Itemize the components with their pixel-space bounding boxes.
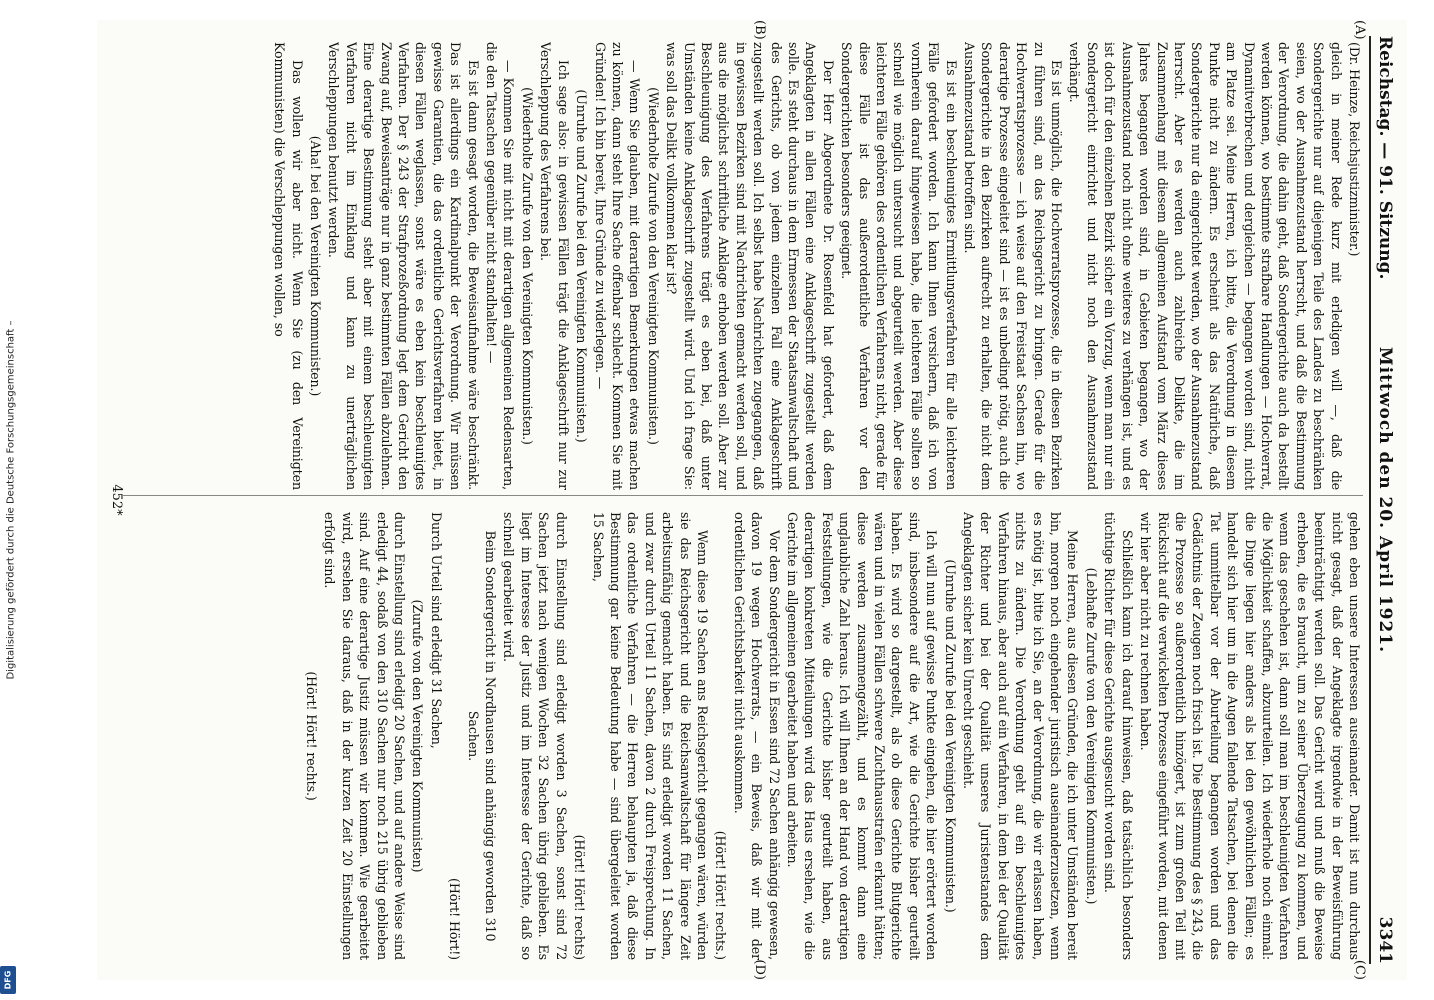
interjection: (Wiederholte Zurufe von den Vereinigten Kommunisten.) bbox=[519, 87, 535, 445]
paragraph: Wenn diese 19 Sachen ans Reichsgericht gegangen wären, würden sie das Reichsgericht und die Reichsanwaltschaft für längere Zeit arbeitsunfähig gemacht haben. Es sind erledigt worden 11 Sachen, und zwar durch Urteil 11 Sachen, davon 2 durch Freisprechung. In das ordentliche Verfahren — die Herren behaupten ja, daß diese Bestimmung gar keine Bedeutung habe — sind übergeleitet worden 15 Sachen, bbox=[590, 512, 710, 960]
paragraph: durch Einstellung sind erledigt worden 3 Sachen, sonst sind 72 Sachen jetzt nach wenigen Wochen 32 Sachen übrig geblieben. Es liegt im Interesse der Justiz und im Interesse der Gerichte, daß so schnell gearbeitet wird. bbox=[501, 512, 569, 960]
interjection: (Aha! bei den Vereinigten Kommunisten.) bbox=[308, 135, 324, 397]
right-column bbox=[123, 512, 1363, 960]
paragraph: Es ist unmöglich, die Hochverratsprozesse, die in diesen Bezirken zu führen sind, an das Reichsgericht zu bringen. Gerade für die Hochverratsprozesse — ich weise auf den Freistaat Sachsen hin, wo derartige Prozesse eingeleitet sind — ist es unbedingt nötig, auch die Sondergerichte in den Bezirken aufrecht zu erhalten, die nicht dem Ausnahmezustand betroffen sind. bbox=[962, 42, 1065, 490]
interjection: (Hört! Hört! rechts) bbox=[572, 834, 588, 960]
running-header bbox=[1369, 36, 1401, 964]
margin-mark-c: (C) bbox=[1352, 959, 1367, 980]
interjection: (Zurufe von den Vereinigten Kommunisten) bbox=[410, 599, 426, 873]
paragraph: Vor dem Sondergericht in Essen sind 72 Sachen anhängig gewesen, davon 19 wegen Hochverrats, — ein Beweis, daß wir mit der ordentlichen Gerichtsbarkeit nicht auskommen. bbox=[731, 512, 782, 960]
paragraph: Der Herr Abgeordnete Dr. Rosenfeld hat gefordert, daß dem Angeklagten in allen Fällen eine Anklageschrift zugestellt werden solle. Es steht durchaus in dem Ermessen der Staatsanwaltschaft und des Gerichts, ob von jedem einzelnen Fall eine Anklageschrift zugestellt werden soll. Ich selbst habe Nachrichten zugegangen, daß in gewissen Bezirken sind mit Nachrichten gemacht werden soll, und aus die möglichst schriftliche Anklage erhoben werden soll. Aber zur Beschleunigung des Verfahrens trägt es eben bei, daß unter Umständen keine Anklageschrift zugestellt wird. Und ich frage Sie: was soll das Delikt vollkommen klar ist? bbox=[664, 42, 836, 490]
interjection: (Unruhe und Zurufe bei den Vereinigten Kommunisten.) bbox=[942, 559, 958, 913]
paragraph: gleich in meiner Rede kurz mit erledigen will —, daß die Sondergerichte nur auf diejenigen Teile des Landes zu beschränken seien, wo der Ausnahmezustand herrscht, und daß die Bestimmung der Verordnung, die dahin geht, daß Sondergerichte auch da bestellt werden können, wo bestimmte strafbare Handlungen — Hochverrat, Dynamitverbrechen und dergleichen — begangen worden sind, nicht am Platze sei. Meine Herren, ich bitte, die Verordnung in diesem Punkte nicht zu ändern. Es erscheint als das Natürliche, daß Sondergerichte nur da eingerichtet werden, wo der Ausnahmezustand herrscht. Aber es werden auch zahlreiche Delikte, die im Zusammenhang mit diesem allgemeinen Aufstand vom März dieses Jahres begangen worden sind, in Gebieten begangen, wo der Ausnahmezustand noch nicht ohne weiteres zu verhängen ist, und es ist doch für den einzelnen Bezirk sicher ein Vorzug, wenn man nur ein Sondergericht einrichtet und nicht noch den Ausnahmezustand verhängt. bbox=[1067, 42, 1344, 490]
dfg-logo-icon bbox=[0, 966, 16, 994]
paragraph: Meine Herren, aus diesen Gründen, die ich unter Umständen bereit bin, morgen noch eingehender juristisch auseinanderzusetzen, wenn es nötig ist, bitte ich Sie, an der Verordnung, die wir erlassen haben, nichts zu ändern. Die Verordnung geht auf ein beschleunigtes Verfahren hinaus, aber auch auf ein Verfahren, in dem bei der Qualität der Richter und bei der Qualität unseres Juristenstandes dem Angeklagten sicher kein Unrecht geschieht. bbox=[961, 512, 1081, 960]
margin-mark-b: (B) bbox=[752, 20, 767, 40]
paragraph: Durch Urteil sind erledigt 31 Sachen, bbox=[428, 512, 444, 749]
paragraph: durch Einstellung sind erledigt 20 Sachen, und auf andere Weise sind erledigt 44, sodaß von den 310 Sachen nur noch 215 übrig geblieben sind. Auf eine derartige Justiz müssen wir kommen. Wie gearbeitet wird, ersehen Sie daraus, daß in der kurzen Zeit 20 Einstellungen erfolgt sind. bbox=[322, 512, 408, 960]
left-column bbox=[123, 42, 1363, 490]
document-page bbox=[97, 20, 1407, 980]
header-page-number: 3341 bbox=[1375, 916, 1395, 964]
digitization-credit bbox=[4, 0, 18, 1000]
interjection: (Lebhafte Zurufe von den Vereinigten Kommunisten.) bbox=[1083, 567, 1099, 905]
margin-mark-a: (A) bbox=[1352, 20, 1367, 40]
paragraph: Es ist dann gesagt worden, die Beweisaufnahme wäre beschränkt. Das ist allerdings ein Kardinalpunkt der Verordnung. Wir müssen gewisse Garantien, die das ordentliche Gerichtsverfahren bietet, in diesen Fällen weglassen, sonst wäre es eben kein beschleunigtes Verfahren. Der § 243 der Strafprozeßordnung legt dem Gericht den Zwang auf, Beweisanträge nur in ganz bestimmten Fällen abzulehnen. Eine derartige Bestimmung steht aber mit einem beschleunigten Verfahren nicht im Einklang und kann zu unerträglichen Verschleppungen benutzt werden. bbox=[326, 42, 481, 490]
credit-text: Digitalisierung gefördert durch die Deutsche Forschungsgemeinschaft – bbox=[5, 320, 17, 680]
interjection: (Hört! Hört!) bbox=[447, 878, 463, 960]
interjection: (Wiederholte Zurufe von den Vereinigten Kommunisten.) bbox=[645, 87, 661, 445]
paragraph: Ich will nun auf gewisse Punkte eingehen, die hier erörtert worden sind, insbesondere auf die Art, wie die Gerichte bisher geurteilt haben. Es wird so dargestellt, als ob diese Gerichte Blutgerichte wären und in vielen Fällen schwere Zuchthausstrafen erkannt hätten; diese werden zusammengezählt, und es kommt dann eine unglaubliche Zahl heraus. Ich will Ihnen an der Hand von derartigen Feststellungen, wie die Gerichte bisher geurteilt haben, aus derartigen konkreten Mitteilungen wird das Haus ersehen, wie die Gerichte im allgemeinen gearbeitet haben und arbeiten. bbox=[785, 512, 940, 960]
paragraph: Es ist ein beschleunigtes Ermittlungsverfahren für alle leichteren Fälle gefordert worden. Ich kann Ihnen versichern, daß ich von vornherein darauf hingewiesen habe, die leichteren Fälle sollten so schnell wie möglich untersucht und abgeurteilt werden. Aber diese leichteren Fälle gehören des ordentlichen Verfahrens nicht, gerade für diese Fälle ist das außerordentliche Verfahren vor den Sondergerichten besonders geeignet. bbox=[839, 42, 959, 490]
paragraph: Ich sage also: in gewissen Fällen trägt die Anklageschrift nur zur Verschleppung des Verfahrens bei. bbox=[538, 42, 571, 490]
paragraph: gehen eben unsere Interessen auseinander. Damit ist nun durchaus nicht gesagt, daß der Angeklagte irgendwie in der Beweisführung beeinträchtigt werden soll. Das Gericht wird und muß die Beweise erheben, die es braucht, um zu seiner Überzeugung zu kommen, und wenn das geschehen ist, dann soll man im beschleunigten Verfahren die Möglichkeit schaffen, abzuurteilen. Ich wiederhole noch einmal: die Dinge liegen hier anders als bei den gewöhnlichen Fällen; es handelt sich hier um in die Augen fallende Tatsachen, bei denen die Tat unmittelbar vor der Aburteilung begangen worden und das Gedächtnis der Zeugen noch frisch ist. Die Bestimmung des § 243, die die Prozesse so außerordentlich hinzögert, ist zum großen Teil mit Rücksicht auf die verwickelten Prozesse eingeführt worden, mit denen wir hier aber nicht zu rechnen haben. bbox=[1138, 512, 1362, 960]
paragraph: Das wollen wir aber nicht. Wenn Sie (zu den Vereinigten Kommunisten) die Verschleppungen wollen, so bbox=[272, 42, 305, 490]
page-footer: 452* bbox=[109, 484, 124, 516]
interjection: (Unruhe und Zurufe bei den Vereinigten Kommunisten.) bbox=[574, 89, 590, 443]
paragraph: Beim Sondergericht in Nordhausen sind anhängig geworden 310 Sachen. bbox=[465, 530, 499, 942]
column-divider bbox=[123, 495, 1363, 496]
paragraph: — Kommen Sie mit nicht mit derartigen allgemeinen Redensarten, die den Tatsachen gegenüber nicht standhalten! — bbox=[484, 42, 517, 490]
interjection: (Hört! Hört! rechts.) bbox=[304, 671, 320, 801]
paragraph: — Wenn Sie glauben, mit derartigen Bemerkungen etwas machen zu können, dann steht Ihre Sache offenbar schlecht. Kommen Sie mit Gründen! Ich bin bereit, Ihre Gründe zu widerlegen. — bbox=[592, 42, 643, 490]
header-center: Mittwoch den 20. April 1921. bbox=[1375, 346, 1395, 654]
paragraph: (Dr. Heinze, Reichsjustizminister.) bbox=[1347, 42, 1362, 257]
interjection: (Hört! Hört! rechts.) bbox=[713, 830, 729, 960]
margin-mark-d: (D) bbox=[752, 959, 767, 980]
paragraph: Schließlich kann ich darauf hinweisen, daß tatsächlich besonders tüchtige Richter für diese Gerichte ausgesucht worden sind. bbox=[1102, 512, 1135, 960]
dfg-logo-label: DFG bbox=[3, 970, 13, 990]
header-left: Reichstag. — 91. Sitzung. bbox=[1375, 36, 1395, 280]
